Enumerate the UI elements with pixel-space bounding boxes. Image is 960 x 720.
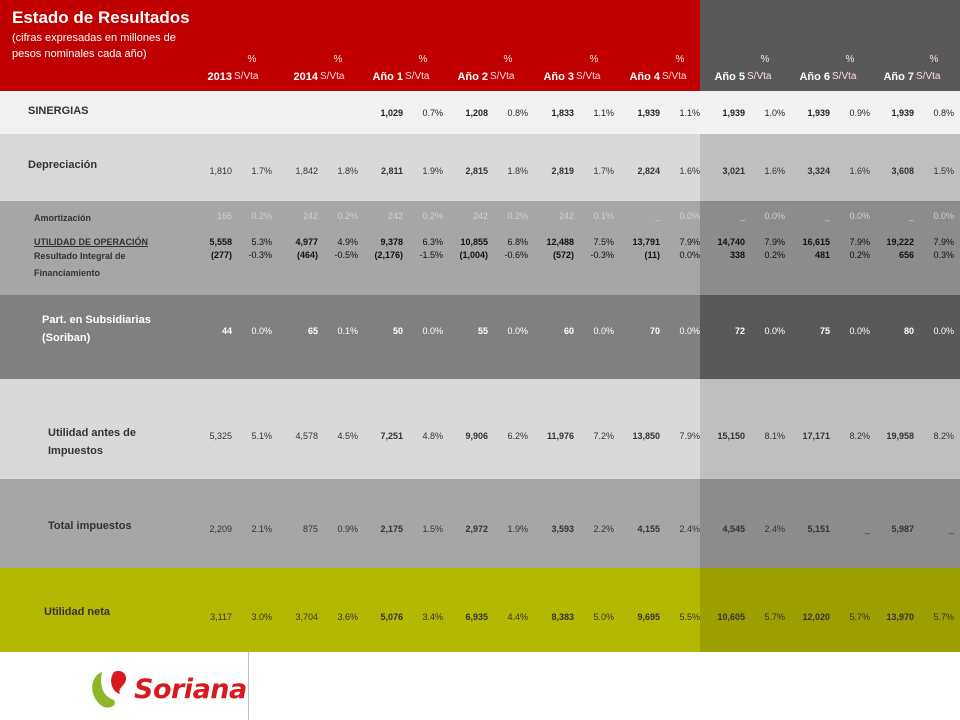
column-header <box>532 54 616 88</box>
table-cell-pct: 0.2% <box>422 211 443 221</box>
table-cell-pct: 1.9% <box>422 166 443 176</box>
table-cell-pct: 0.8% <box>507 108 528 118</box>
table-cell-value: 72 <box>734 326 745 336</box>
table-cell-value: 4,545 <box>722 524 745 534</box>
table-cell-value: 5,076 <box>380 612 403 622</box>
table-cell-pct: 0.2% <box>507 211 528 221</box>
table-cell-value: 242 <box>387 211 403 221</box>
table-cell-pct: -0.3% <box>590 250 614 260</box>
table-cell-value: 3,021 <box>722 166 745 176</box>
row-label-amortizacion: Amortización <box>34 213 92 223</box>
table-cell-pct: 4.8% <box>422 431 443 441</box>
table-cell-pct: 0.0% <box>679 250 700 260</box>
table-cell-pct: 7.9% <box>933 237 954 247</box>
table-cell-pct: 0.9% <box>849 108 870 118</box>
table-cell-pct: 6.2% <box>507 431 528 441</box>
table-cell-value: 9,695 <box>637 612 660 622</box>
column-pct-label: % <box>418 54 428 65</box>
table-cell-value: 1,939 <box>807 108 830 118</box>
row-label-subsidiarias: Part. en Subsidiarias (Soriban) <box>42 314 151 344</box>
table-cell-pct: 1.0% <box>764 108 785 118</box>
table-cell-value: 165 <box>216 211 232 221</box>
table-cell-value: 19,958 <box>886 431 914 441</box>
table-cell-pct: 3.4% <box>422 612 443 622</box>
table-cell-pct: 0.0% <box>933 326 954 336</box>
table-cell-value: 12,488 <box>546 237 574 247</box>
column-year-label: Año 2 <box>457 71 488 83</box>
table-cell-pct: 3.6% <box>337 612 358 622</box>
table-cell-pct: 5.0% <box>593 612 614 622</box>
footer-divider <box>248 652 249 720</box>
table-cell-pct: 0.7% <box>422 108 443 118</box>
table-cell-value: 1,939 <box>722 108 745 118</box>
table-cell-pct: 8.2% <box>933 431 954 441</box>
table-cell-value: 5,987 <box>891 524 914 534</box>
table-cell-value: 80 <box>903 326 914 336</box>
table-cell-value: 9,906 <box>465 431 488 441</box>
table-cell-pct: 0.0% <box>764 326 785 336</box>
table-cell-pct: 8.1% <box>764 431 785 441</box>
column-svta-label: S/Vta <box>490 71 515 82</box>
table-cell-pct: 2.2% <box>593 524 614 534</box>
table-cell-value: 60 <box>563 326 574 336</box>
table-cell-pct: 0.8% <box>933 108 954 118</box>
table-cell-value: 1,833 <box>551 108 574 118</box>
column-header <box>788 54 872 88</box>
row-label-antes-impuestos: Utilidad antes de Impuestos <box>48 427 137 457</box>
table-cell-value: _ <box>739 211 745 221</box>
table-cell-value: 17,171 <box>802 431 830 441</box>
table-row <box>0 237 960 251</box>
table-cell-pct: 0.1% <box>337 326 358 336</box>
table-cell-value: 6,935 <box>465 612 488 622</box>
table-cell-value: 16,615 <box>802 237 830 247</box>
row-band-utilidad-neta <box>0 568 960 652</box>
table-cell-pct: 6.8% <box>507 237 528 247</box>
table-cell-pct: 0.9% <box>337 524 358 534</box>
column-header <box>361 54 445 88</box>
table-cell-value: 13,970 <box>886 612 914 622</box>
table-cell-pct: 0.0% <box>507 326 528 336</box>
column-svta-label: S/Vta <box>832 71 857 82</box>
column-svta-label: S/Vta <box>576 71 601 82</box>
table-cell-value: 5,325 <box>209 431 232 441</box>
table-cell-pct: 1.6% <box>679 166 700 176</box>
table-cell-value: 13,791 <box>632 237 660 247</box>
table-cell-value: 2,815 <box>465 166 488 176</box>
table-cell-pct: 7.9% <box>679 431 700 441</box>
column-pct-label: % <box>247 54 257 65</box>
table-cell-pct: 4.9% <box>337 237 358 247</box>
table-cell-value: _ <box>654 211 660 221</box>
table-cell-value: 75 <box>819 326 830 336</box>
table-cell-pct: 8.2% <box>849 431 870 441</box>
table-cell-value: 4,155 <box>637 524 660 534</box>
table-cell-pct: 0.0% <box>933 211 954 221</box>
table-cell-pct: 2.4% <box>764 524 785 534</box>
table-row <box>0 431 960 445</box>
table-cell-pct: 4.4% <box>507 612 528 622</box>
table-cell-value: 65 <box>307 326 318 336</box>
table-cell-pct: 7.2% <box>593 431 614 441</box>
table-cell-value: 5,558 <box>209 237 232 247</box>
column-pct-label: % <box>589 54 599 65</box>
table-cell-pct: -0.6% <box>504 250 528 260</box>
table-cell-pct: 2.1% <box>251 524 272 534</box>
table-cell-pct: 0.0% <box>251 326 272 336</box>
table-cell-value: 3,593 <box>551 524 574 534</box>
table-cell-pct: 1.6% <box>764 166 785 176</box>
table-cell-pct: 5.5% <box>679 612 700 622</box>
table-cell-value: 50 <box>392 326 403 336</box>
page-subtitle: (cifras expresadas en millones de pesos nominales cada año) <box>12 32 176 60</box>
column-year-label: 2014 <box>293 71 318 83</box>
column-pct-label: % <box>929 54 939 65</box>
table-cell-value: (11) <box>644 250 660 260</box>
table-cell-pct: 0.0% <box>764 211 785 221</box>
row-label-utilidad-neta: Utilidad neta <box>44 606 111 618</box>
row-label-resultado-integral: Resultado Integral de Financiamiento <box>34 251 126 278</box>
table-cell-pct: 4.5% <box>337 431 358 441</box>
table-cell-pct: -1.5% <box>419 250 443 260</box>
table-cell-pct: 7.9% <box>679 237 700 247</box>
column-svta-label: S/Vta <box>747 71 772 82</box>
table-cell-value: (2,176) <box>374 250 403 260</box>
table-cell-value: 481 <box>814 250 830 260</box>
table-cell-value: 4,977 <box>295 237 318 247</box>
table-row <box>0 250 960 264</box>
column-header <box>446 54 530 88</box>
table-cell-pct: 1.8% <box>507 166 528 176</box>
table-cell-value: 3,117 <box>210 612 232 622</box>
column-year-label: Año 5 <box>714 71 745 83</box>
row-label-utilidad-operacion: UTILIDAD DE OPERACIÓN <box>34 237 149 247</box>
table-cell-value: 1,029 <box>380 108 403 118</box>
table-cell-pct: 1.6% <box>849 166 870 176</box>
table-cell-pct: 0.2% <box>337 211 358 221</box>
table-cell-value: 10,605 <box>717 612 745 622</box>
table-cell-pct: 3.0% <box>251 612 272 622</box>
column-year-label: Año 4 <box>629 71 660 83</box>
column-svta-label: S/Vta <box>405 71 430 82</box>
column-pct-label: % <box>333 54 343 65</box>
column-pct-label: % <box>845 54 855 65</box>
row-label-sinergias: SINERGIAS <box>28 105 89 117</box>
column-year-label: 2013 <box>207 71 232 83</box>
table-cell-value: 4,578 <box>295 431 318 441</box>
table-cell-pct: -0.5% <box>334 250 358 260</box>
table-cell-pct: _ <box>864 524 870 534</box>
table-cell-pct: 5.7% <box>764 612 785 622</box>
table-cell-value: 14,740 <box>717 237 745 247</box>
table-cell-pct: 0.1% <box>593 211 614 221</box>
table-cell-pct: 0.0% <box>679 326 700 336</box>
table-row <box>0 524 960 538</box>
soriana-wordmark: Soriana <box>134 674 247 705</box>
table-cell-value: 2,972 <box>465 524 488 534</box>
column-svta-label: S/Vta <box>916 71 941 82</box>
table-cell-value: 55 <box>477 326 488 336</box>
table-cell-value: 656 <box>898 250 914 260</box>
table-cell-value: 2,819 <box>551 166 574 176</box>
table-cell-value: 338 <box>729 250 745 260</box>
soriana-logo <box>88 666 247 712</box>
column-year-label: Año 6 <box>799 71 830 83</box>
column-header <box>872 54 956 88</box>
column-svta-label: S/Vta <box>320 71 345 82</box>
table-cell-pct: 1.7% <box>593 166 614 176</box>
table-cell-value: (277) <box>210 250 232 260</box>
header-band <box>0 0 960 91</box>
table-cell-value: 2,209 <box>209 524 232 534</box>
table-cell-value: 19,222 <box>886 237 914 247</box>
table-cell-pct: 2.4% <box>679 524 700 534</box>
table-cell-value: 44 <box>221 326 232 336</box>
table-cell-value: 8,383 <box>551 612 574 622</box>
table-cell-value: 3,608 <box>891 166 914 176</box>
table-cell-value: 10,855 <box>460 237 488 247</box>
row-label-depreciacion: Depreciación <box>28 159 98 171</box>
table-cell-pct: _ <box>948 524 954 534</box>
table-cell-value: 70 <box>649 326 660 336</box>
table-cell-pct: 0.2% <box>849 250 870 260</box>
table-cell-pct: 0.0% <box>849 211 870 221</box>
table-cell-value: 7,251 <box>380 431 403 441</box>
table-cell-value: 1,842 <box>295 166 318 176</box>
table-cell-value: 242 <box>472 211 488 221</box>
table-row <box>0 166 960 180</box>
column-pct-label: % <box>760 54 770 65</box>
table-cell-value: _ <box>908 211 914 221</box>
table-cell-value: 2,175 <box>380 524 403 534</box>
table-cell-value: 13,850 <box>632 431 660 441</box>
table-cell-pct: 1.8% <box>337 166 358 176</box>
table-cell-value: 3,704 <box>295 612 318 622</box>
column-header <box>276 54 360 88</box>
table-cell-pct: 7.5% <box>593 237 614 247</box>
column-header <box>190 54 274 88</box>
table-cell-value: (1,004) <box>459 250 488 260</box>
table-cell-pct: 0.0% <box>593 326 614 336</box>
column-pct-label: % <box>503 54 513 65</box>
table-cell-value: 11,976 <box>546 431 574 441</box>
table-cell-value: 3,324 <box>807 166 830 176</box>
table-cell-value: 9,378 <box>380 237 403 247</box>
column-year-label: Año 3 <box>543 71 574 83</box>
table-cell-value: 1,208 <box>465 108 488 118</box>
table-cell-value: 2,811 <box>380 166 403 176</box>
column-year-label: Año 1 <box>372 71 403 83</box>
table-cell-pct: 1.5% <box>933 166 954 176</box>
table-cell-pct: 1.1% <box>679 108 700 118</box>
table-row <box>0 211 960 225</box>
page-title: Estado de Resultados <box>12 8 190 27</box>
column-svta-label: S/Vta <box>662 71 687 82</box>
table-cell-value: 1,939 <box>637 108 660 118</box>
table-cell-pct: 5.7% <box>849 612 870 622</box>
table-cell-value: (464) <box>296 250 318 260</box>
table-cell-value: _ <box>824 211 830 221</box>
column-header <box>703 54 787 88</box>
table-cell-pct: 1.1% <box>593 108 614 118</box>
table-cell-value: 242 <box>558 211 574 221</box>
table-cell-value: 1,939 <box>891 108 914 118</box>
table-cell-value: (572) <box>552 250 574 260</box>
table-cell-value: 15,150 <box>717 431 745 441</box>
table-cell-value: 242 <box>302 211 318 221</box>
table-cell-pct: 1.7% <box>251 166 272 176</box>
table-cell-pct: 5.1% <box>251 431 272 441</box>
table-row <box>0 108 960 122</box>
column-svta-label: S/Vta <box>234 71 259 82</box>
table-row <box>0 612 960 626</box>
table-cell-pct: 0.0% <box>679 211 700 221</box>
column-year-label: Año 7 <box>883 71 914 83</box>
table-cell-pct: 0.0% <box>849 326 870 336</box>
table-cell-pct: 5.7% <box>933 612 954 622</box>
table-cell-pct: -0.3% <box>248 250 272 260</box>
column-header <box>618 54 702 88</box>
table-row <box>0 326 960 340</box>
table-cell-pct: 0.3% <box>933 250 954 260</box>
row-label-total-impuestos: Total impuestos <box>48 520 132 532</box>
table-cell-pct: 7.9% <box>764 237 785 247</box>
table-cell-pct: 0.0% <box>422 326 443 336</box>
table-cell-value: 5,151 <box>807 524 830 534</box>
table-cell-pct: 7.9% <box>849 237 870 247</box>
table-cell-pct: 0.2% <box>251 211 272 221</box>
column-pct-label: % <box>675 54 685 65</box>
table-cell-pct: 5.3% <box>251 237 272 247</box>
table-cell-value: 12,020 <box>802 612 830 622</box>
table-cell-pct: 1.5% <box>422 524 443 534</box>
table-cell-pct: 0.2% <box>764 250 785 260</box>
table-cell-value: 875 <box>302 524 318 534</box>
table-cell-pct: 6.3% <box>422 237 443 247</box>
table-cell-value: 2,824 <box>637 166 660 176</box>
table-cell-pct: 1.9% <box>507 524 528 534</box>
table-cell-value: 1,810 <box>209 166 232 176</box>
